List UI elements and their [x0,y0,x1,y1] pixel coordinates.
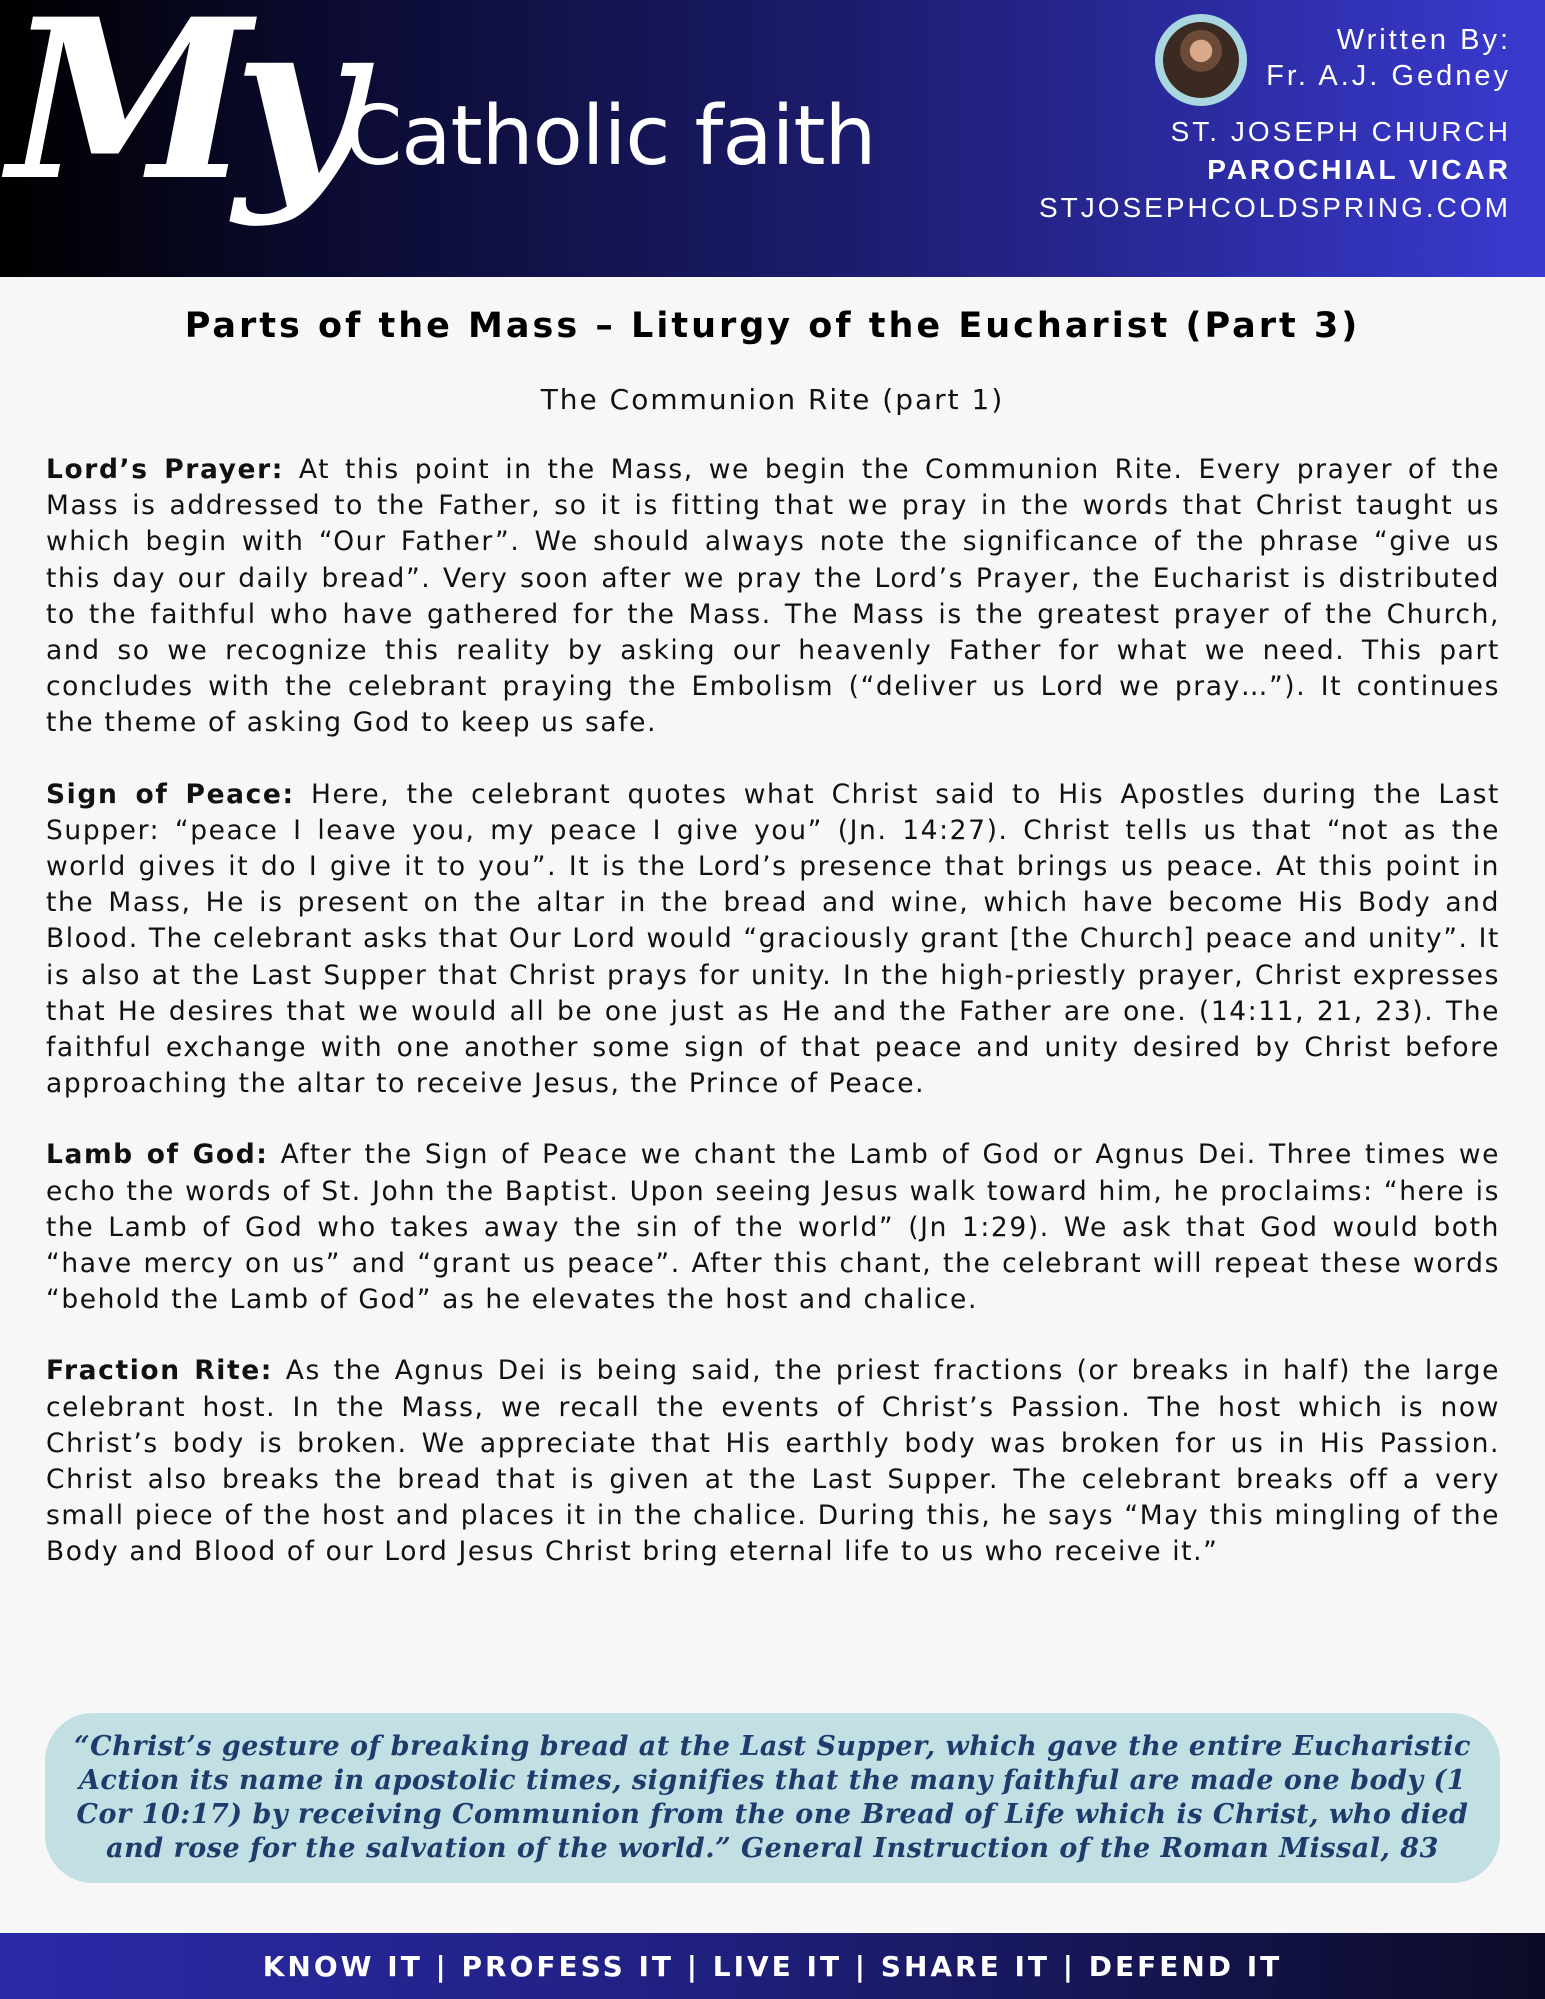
section-label: Lamb of God: [46,1139,269,1171]
section-label: Sign of Peace: [46,778,295,810]
author-avatar [1155,14,1247,106]
brand-logo-text: Catholic faith [345,89,876,184]
section-text: After the Sign of Peace we chant the Lamb of God or Agnus Dei. Three times we echo the words of St. John the Baptist. Upon seeing Jesus walk toward him, he proclaims: “here is the Lamb of God who takes away the sin of the world” (Jn 1:29). We ask that God would both “have mercy on us” and “grant us peace”. After this chant, the celebrant will repeat these words “behold the Lamb of God” as he elevates the host and chalice. [46,1139,1501,1316]
church-name: ST. JOSEPH CHURCH [1170,116,1511,147]
section-text: Here, the celebrant quotes what Christ said to His Apostles during the Last Supper: “peace I leave you, my peace I give you” (Jn. 14:27). Christ tells us that “not as the world gives it do I give it to you”. It is the Lord’s presence that brings us peace. At this point in the Mass, He is present on the altar in the bread and wine, which have become His Body and Blood. The celebrant asks that Our Lord would “graciously grant [the Church] peace and unity”. It is also at the Last Supper that Christ prays for unity. In the high-priestly prayer, Christ expresses that He desires that we would all be one just as He and the Father are one. (14:11, 21, 23). The faithful exchange with one another some sign of that peace and unity desired by Christ before approaching the altar to receive Jesus, the Prince of Peace. [46,778,1500,1100]
organization-info [1039,113,1511,227]
article-body [46,452,1500,1606]
page-header [0,0,1545,277]
section-text: As the Agnus Dei is being said, the priest fractions (or breaks in half) the large celebrant host. In the Mass, we recall the events of Christ’s Passion. The host which is now Christ’s body is broken. We appreciate that His earthly body was broken for us in His Passion. Christ also breaks the bread that is given at the Last Supper. The celebrant breaks off a very small piece of the host and places it in the chalice. During this, he says “May this mingling of the Body and Blood of our Lord Jesus Christ bring eternal life to us who receive it.” [46,1355,1500,1568]
section-label: Lord’s Prayer: [46,454,284,485]
section-lords-prayer [46,452,1500,742]
quote-text: “Christ’s gesture of breaking bread at the Last Supper, which gave the entire Eucharistic Action its name in apostolic times, signifies that the many faithful are made one body (1 Cor 10:17) by receiving Communion from the one Bread of Life which is Christ, who died and rose for the salvation of the world.” General Instruction of the Roman Missal, 83 [74,1731,1471,1864]
section-lamb-of-god [46,1137,1500,1318]
article-subtitle: The Communion Rite (part 1) [540,383,1005,416]
quote-callout [45,1713,1500,1883]
author-credit [1266,22,1511,94]
author-name: Fr. A.J. Gedney [1266,60,1511,92]
author-photo [1163,22,1239,98]
section-sign-of-peace [46,777,1500,1103]
section-label: Fraction Rite: [46,1355,273,1387]
section-fraction-rite [46,1353,1500,1570]
website-link[interactable]: STJOSEPHCOLDSPRING.COM [1038,192,1511,223]
article-title: Parts of the Mass – Liturgy of the Eucharist (Part 3) [184,306,1361,346]
brand-logo-my: My [8,0,344,229]
page-footer [0,1933,1545,1999]
written-by-label: Written By: [1336,24,1511,56]
footer-tagline: KNOW IT | PROFESS IT | LIVE IT | SHARE IT | DEFEND IT [262,1949,1283,1983]
section-text: At this point in the Mass, we begin the Communion Rite. Every prayer of the Mass is addressed to the Father, so it is fitting that we pray in the words that Christ taught us which begin with “Our Father”. We should always note the significance of the phrase “give us this day our daily bread”. Very soon after we pray the Lord’s Prayer, the Eucharist is distributed to the faithful who have gathered for the Mass. The Mass is the greatest prayer of the Church, and so we recognize this reality by asking our heavenly Father for what we need. This part concludes with the celebrant praying the Embolism (“deliver us Lord we pray…”). It continues the theme of asking God to keep us safe. [46,454,1500,739]
author-role: PAROCHIAL VICAR [1207,154,1511,185]
